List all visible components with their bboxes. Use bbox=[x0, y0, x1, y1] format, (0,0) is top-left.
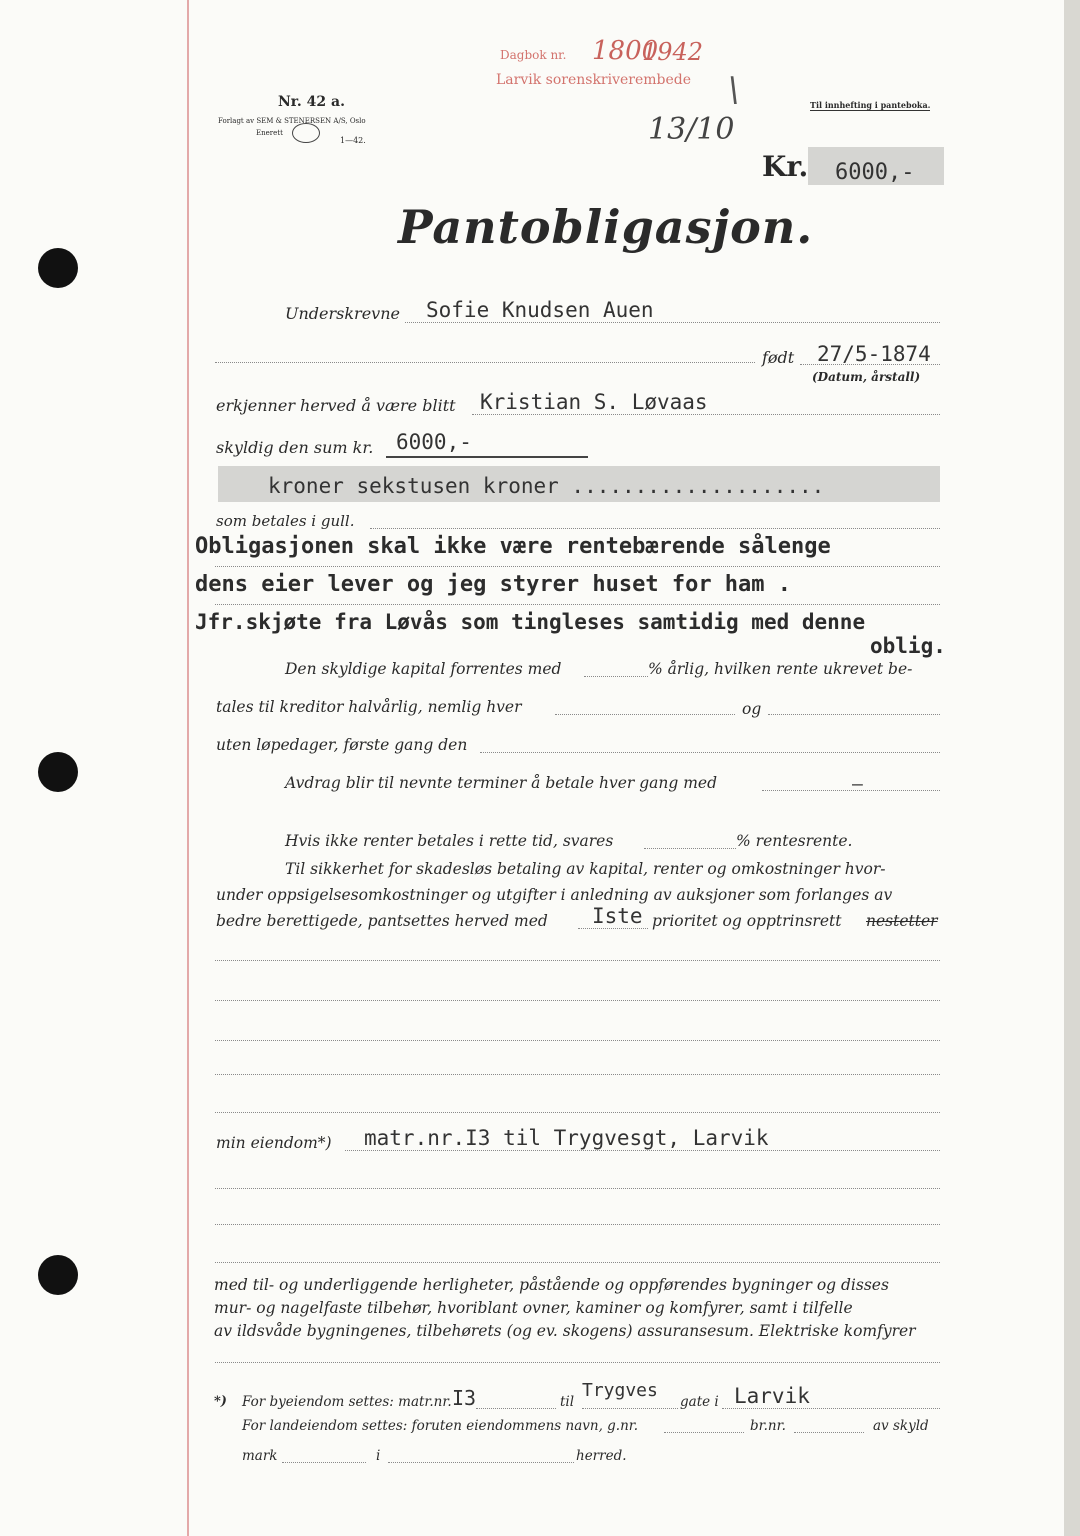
footnote-blank bbox=[388, 1462, 574, 1463]
footnote-by-label: For byeiendom settes: matr.nr. bbox=[242, 1394, 452, 1410]
footnote-blank bbox=[476, 1408, 556, 1409]
eiendom-value: matr.nr.I3 til Trygvesgt, Larvik bbox=[364, 1126, 769, 1150]
footnote-i: i bbox=[376, 1448, 381, 1464]
priority-blank bbox=[578, 928, 648, 929]
clause-line: oblig. bbox=[870, 634, 946, 658]
eiendom-line bbox=[345, 1150, 940, 1151]
punch-hole bbox=[38, 1255, 78, 1295]
terms-line: Den skyldige kapital forrentes med bbox=[285, 660, 562, 678]
terms-line: Til sikkerhet for skadesløs betaling av kapital, renter og omkostninger hvor- bbox=[285, 860, 886, 878]
blank-line bbox=[215, 1000, 940, 1001]
terms-line: bedre berettigede, pantsettes herved med bbox=[216, 912, 548, 930]
blank-line bbox=[215, 1262, 940, 1263]
footnote-blank bbox=[282, 1462, 366, 1463]
terms-line: prioritet og opptrinsrett bbox=[652, 912, 842, 930]
footnote-star: *) bbox=[214, 1394, 227, 1409]
clause-rule bbox=[215, 566, 940, 567]
page-edge bbox=[1064, 0, 1080, 1536]
clause-line: Obligasjonen skal ikke være rentebærende sålenge bbox=[195, 534, 831, 559]
underskrevne-label: Underskrevne bbox=[285, 304, 400, 323]
footnote-br: br.nr. bbox=[750, 1418, 786, 1434]
footnote-matr: I3 bbox=[452, 1386, 477, 1410]
blank-line bbox=[215, 362, 755, 363]
stamp-office: Larvik sorenskriverembede bbox=[496, 72, 692, 88]
betales-label: som betales i gull. bbox=[216, 512, 355, 530]
blank-line bbox=[215, 1224, 940, 1225]
terms-line: og bbox=[742, 700, 762, 718]
document-title: Pantobligasjon. bbox=[398, 200, 814, 254]
blank-line bbox=[215, 1074, 940, 1075]
blank-line bbox=[215, 1112, 940, 1113]
term-blank bbox=[768, 714, 940, 715]
clause-line: dens eier lever og jeg styrer huset for ham . bbox=[195, 572, 792, 597]
eiendom-label: min eiendom*) bbox=[216, 1134, 332, 1152]
avdrag-dash: — bbox=[852, 774, 863, 795]
stamp-year: 1942 bbox=[642, 38, 704, 66]
bottom-line: med til- og underliggende herligheter, påstående og oppførendes bygninger og disses bbox=[214, 1276, 889, 1294]
right-note: Til innhefting i panteboka. bbox=[810, 100, 931, 110]
terms-line: tales til kreditor halvårlig, nemlig hver bbox=[216, 698, 522, 716]
underskrevne-line bbox=[405, 322, 940, 323]
fodt-label: født bbox=[762, 348, 795, 367]
blank-line bbox=[215, 1040, 940, 1041]
fodt-value: 27/5-1874 bbox=[817, 342, 931, 366]
fodt-hint: (Datum, årstall) bbox=[812, 370, 921, 384]
stamp-dagbok-number: 1800 bbox=[592, 36, 659, 66]
footnote-blank bbox=[722, 1408, 940, 1409]
publisher-enerett: Enerett bbox=[256, 129, 283, 137]
clause-line: Jfr.skjøte fra Løvås som tingleses samtidig med denne bbox=[195, 610, 866, 634]
terms-line: Hvis ikke renter betales i rette tid, svares bbox=[285, 832, 614, 850]
terms-line: Avdrag blir til nevnte terminer å betale hver gang med bbox=[285, 774, 717, 792]
term-blank bbox=[644, 848, 736, 849]
footnote-til: til bbox=[560, 1394, 575, 1410]
kr-amount: 6000,- bbox=[835, 160, 915, 185]
form-number: Nr. 42 a. bbox=[278, 94, 345, 110]
stamp-mark: \ bbox=[728, 70, 740, 110]
clause-rule bbox=[215, 604, 940, 605]
term-blank bbox=[762, 790, 940, 791]
bottom-line: mur- og nagelfaste tilbehør, hvoriblant ovner, kaminer og komfyrer, samt i tilfelle bbox=[214, 1299, 853, 1317]
term-blank bbox=[480, 752, 940, 753]
rate-blank bbox=[584, 676, 648, 677]
skyldig-value: 6000,- bbox=[396, 430, 472, 454]
stamp-dagbok-label: Dagbok nr. bbox=[500, 48, 567, 62]
term-blank bbox=[555, 714, 735, 715]
margin-line bbox=[187, 0, 189, 1536]
priority-value: Iste bbox=[592, 904, 643, 928]
punch-hole bbox=[38, 248, 78, 288]
handwritten-date: 13/10 bbox=[648, 112, 735, 147]
footnote-gate: Trygves bbox=[582, 1380, 658, 1401]
terms-line: % rentesrente. bbox=[736, 832, 853, 850]
skyldig-label: skyldig den sum kr. bbox=[216, 438, 374, 457]
terms-line: uten løpedager, første gang den bbox=[216, 736, 468, 754]
bottom-line: av ildsvåde bygningenes, tilbehørets (og ev. skogens) assuransesum. Elektriske komfyrer bbox=[214, 1322, 916, 1340]
publisher-logo bbox=[292, 123, 320, 143]
erkjenner-label: erkjenner herved å være blitt bbox=[216, 396, 456, 415]
publisher-date: 1—42. bbox=[340, 136, 366, 145]
blank-line bbox=[215, 1362, 940, 1363]
footnote-skyld: av skyld bbox=[873, 1418, 929, 1434]
kr-label: Kr. bbox=[762, 150, 809, 183]
footnote-mark: mark bbox=[242, 1448, 278, 1464]
kroner-text: kroner sekstusen kroner .................... bbox=[268, 474, 825, 498]
punch-hole bbox=[38, 752, 78, 792]
footnote-herred: herred. bbox=[576, 1448, 627, 1464]
footnote-blank bbox=[582, 1408, 678, 1409]
footnote-place: Larvik bbox=[734, 1384, 810, 1408]
struck-word: nestetter bbox=[866, 912, 938, 930]
publisher-line: Forlagt av SEM & STENERSEN A/S, Oslo bbox=[218, 117, 366, 125]
footnote-gate-label: gate i bbox=[680, 1394, 719, 1410]
underskrevne-value: Sofie Knudsen Auen bbox=[426, 298, 654, 322]
blank-line bbox=[215, 1188, 940, 1189]
footnote-land-label: For landeiendom settes: foruten eiendommens navn, g.nr. bbox=[242, 1418, 639, 1434]
terms-line: under oppsigelsesomkostninger og utgifter i anledning av auksjoner som forlanges av bbox=[216, 886, 893, 904]
footnote-blank bbox=[794, 1432, 864, 1433]
terms-line: % årlig, hvilken rente ukrevet be- bbox=[648, 660, 913, 678]
footnote-blank bbox=[664, 1432, 744, 1433]
erkjenner-line bbox=[472, 414, 940, 415]
erkjenner-value: Kristian S. Løvaas bbox=[480, 390, 708, 414]
blank-line bbox=[215, 960, 940, 961]
skyldig-line bbox=[386, 456, 588, 458]
betales-line bbox=[370, 528, 940, 529]
